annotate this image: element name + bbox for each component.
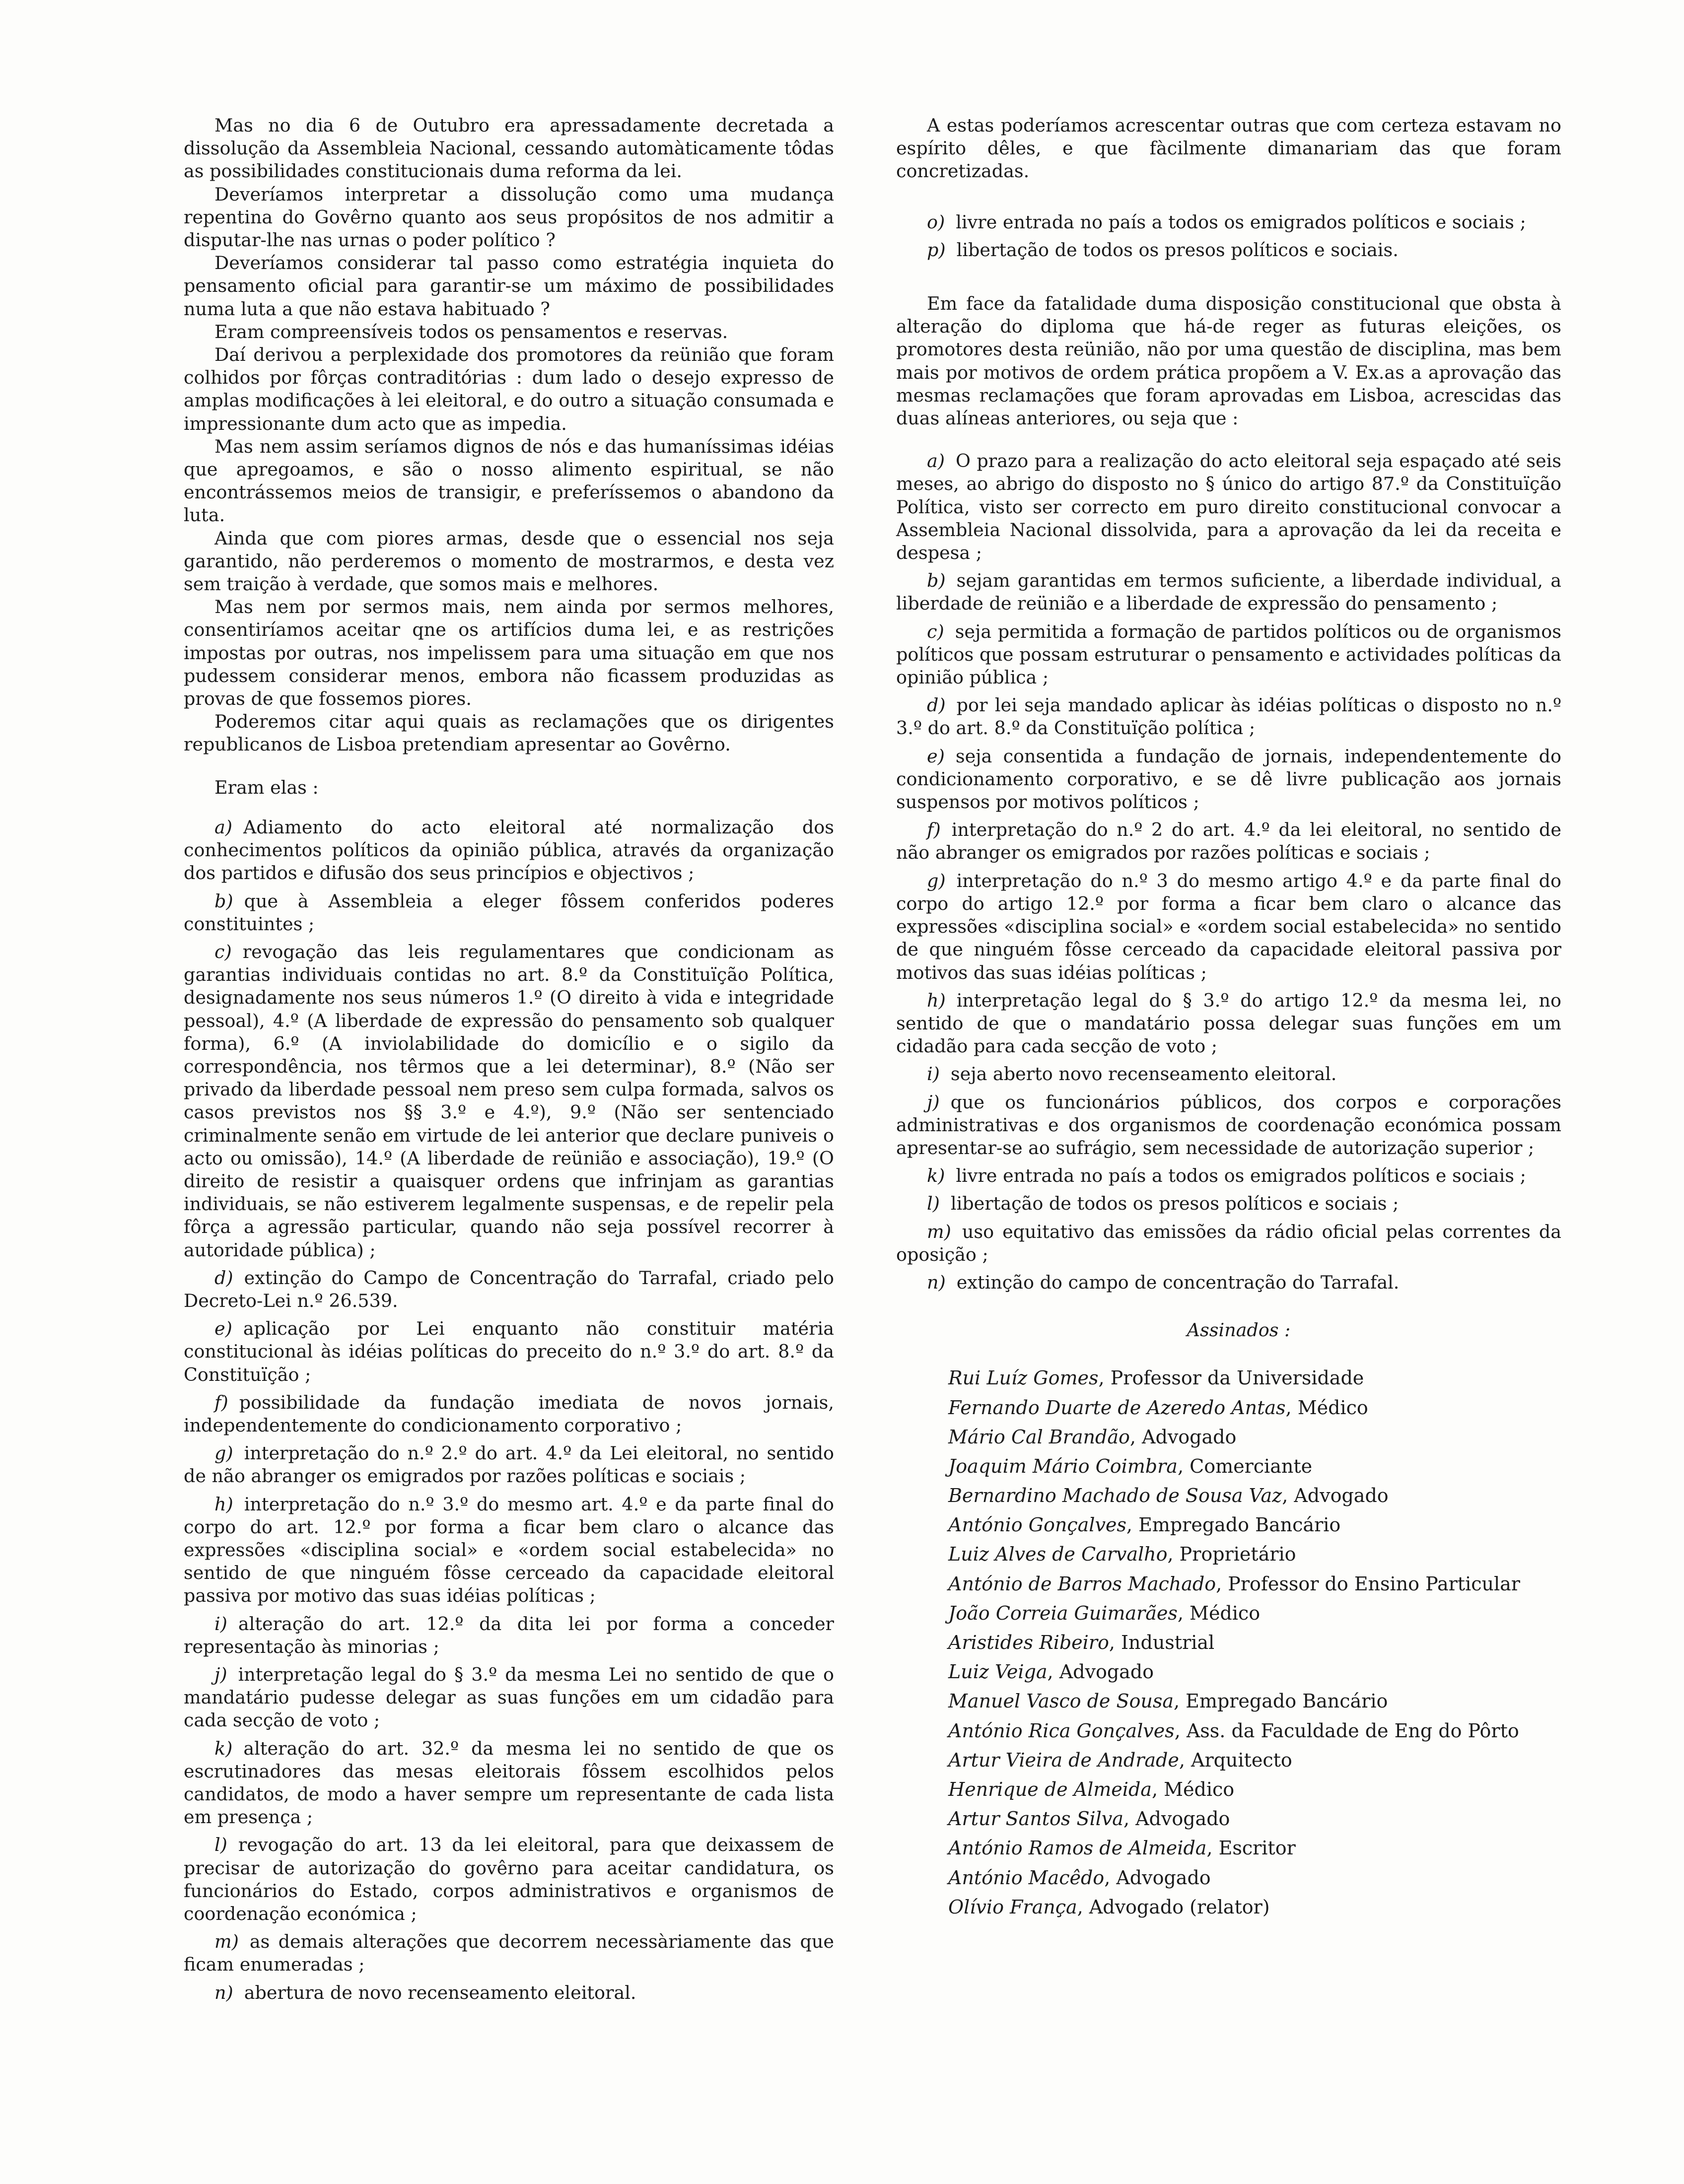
signatory-role: , Advogado — [1282, 1485, 1389, 1507]
item-label: h) — [214, 1493, 233, 1515]
signature-list — [896, 1364, 1561, 1922]
intro-paragraph: Eram compreensíveis todos os pensamentos e reservas. — [214, 321, 728, 342]
item-label: n) — [927, 1271, 946, 1293]
signatory-name: Fernando Duarte de Azeredo Antas — [948, 1396, 1286, 1419]
item-text: extinção do Campo de Concentração do Tarrafal, criado pelo Decreto-Lei n.º 26.539. — [184, 1267, 834, 1311]
signatures-heading: Assinados : — [1187, 1319, 1291, 1341]
signature-entry — [948, 1393, 1561, 1423]
list-item — [184, 816, 834, 885]
intro-paragraph: Deveríamos considerar tal passo como estratégia inquieta do pensamento oficial para garantir-se um máximo de possibilidades numa luta a que não estava habituado ? — [184, 252, 834, 320]
signatory-name: Henrique de Almeida — [948, 1778, 1152, 1800]
item-text: revogação do art. 13 da lei eleitoral, para que deixassem de precisar de autorização do govêrno para aceitar candidatura, os funcionários do Estado, corpos administrativos e organismos de coordenação económica ; — [184, 1834, 834, 1925]
list-item — [896, 989, 1561, 1058]
item-text: revogação das leis regulamentares que condicionam as garantias individuais contidas no art. 8.º da Constituïção Política, designadamente nos seus números 1.º (O direito à vida e integridade pessoal), 4.º (A liberdade de expressão do pensamento sob qualquer forma), 6.º (A inviolabilidade do domicílio e o sigilo da correspondência, nos têrmos que a lei determinar), 8.º (Não ser privado da liberdade pessoal nem preso sem culpa formada, salvos os casos previstos nos §§ 3.º e 4.º), 9.º (Não ser sentenciado criminalmente senão em virtude de lei anterior que declare puniveis o acto ou omissão), 14.º (A liberdade de reünião e associação), 19.º (O direito de resistir a quaisquer ordens que infrinjam as garantias individuais, se não estiverem legalmente suspensas, e de repelir pela fôrça a agressão particular, quando não seja possível recorrer à autoridade pública) ; — [184, 941, 834, 1261]
list-item — [896, 1164, 1561, 1187]
list-item — [896, 239, 1561, 262]
item-text: extinção do campo de concentração do Tarrafal. — [956, 1271, 1400, 1293]
list-item — [896, 694, 1561, 740]
list-item — [896, 620, 1561, 689]
item-text: O prazo para a realização do acto eleitoral seja espaçado até seis meses, ao abrigo do disposto no § único do artigo 87.º da Constituïção Política, visto ser correcto em puro direito constitucional convocar a Assembleia Nacional dissolvida, para a aprovação da lei da receita e despesa ; — [896, 450, 1561, 564]
signatory-role: , Proprietário — [1167, 1543, 1296, 1566]
item-text: que à Assembleia a eleger fôssem conferidos poderes constituintes ; — [184, 890, 834, 935]
intro-paragraph: Mas no dia 6 de Outubro era apressadamente decretada a dissolução da Assembleia Nacional, cessando automàticamente tôdas as possibilidades constitucionais duma reforma da lei. — [184, 115, 834, 182]
item-label: d) — [927, 694, 946, 716]
item-text: que os funcionários públicos, dos corpos e corporações administrativas e dos organismos de coordenação económica possam apresentar-se ao sufrágio, sem necessidade de autorização superior ; — [896, 1091, 1561, 1159]
signature-entry — [948, 1628, 1561, 1657]
signatory-name: João Correia Guimarães — [948, 1602, 1178, 1624]
list-item — [896, 1192, 1561, 1215]
item-label: m) — [927, 1221, 951, 1242]
item-label: a) — [927, 450, 945, 472]
list-item — [184, 1834, 834, 1925]
signatory-role: , Comerciante — [1177, 1455, 1313, 1477]
signatory-name: António Gonçalves — [948, 1514, 1126, 1536]
item-label: b) — [927, 570, 946, 592]
signature-entry — [948, 1893, 1561, 1922]
intro-paragraph: Deveríamos interpretar a dissolução como uma mudança repentina do Govêrno quanto aos seus propósitos de nos admitir a disputar-lhe nas urnas o poder político ? — [184, 183, 834, 251]
signatory-role: , Industrial — [1109, 1632, 1215, 1654]
signatory-role: , Advogado — [1123, 1808, 1230, 1830]
list-item — [184, 1317, 834, 1386]
signatory-role: , Arquitecto — [1179, 1749, 1292, 1771]
signatory-role: , Empregado Bancário — [1126, 1514, 1341, 1536]
signatory-role: , Advogado — [1104, 1866, 1211, 1889]
signature-entry — [948, 1716, 1561, 1746]
signature-entry — [948, 1423, 1561, 1452]
item-label: f) — [927, 819, 941, 841]
signature-entry — [948, 1834, 1561, 1863]
list-item — [896, 1063, 1561, 1086]
item-label: i) — [927, 1063, 940, 1085]
item-text: interpretação do n.º 3 do mesmo artigo 4.º e da parte final do corpo do artigo 12.º por forma a ficar bem claro o alcance das expressões «disciplina social» e «ordem social estabelecida» no sentido de que ninguém fôsse cerceado da capacidade eleitoral passiva por motivos das suas idéias políticas ; — [896, 870, 1561, 983]
item-label: l) — [214, 1834, 227, 1856]
item-text: por lei seja mandado aplicar às idéias políticas o disposto no n.º 3.º do art. 8.º da Constituïção política ; — [896, 694, 1561, 739]
intro-paragraph: Ainda que com piores armas, desde que o essencial nos seja garantido, não perderemos o momento de mostrarmos, e desta vez sem traição à verdade, que somos mais e melhores. — [184, 527, 834, 595]
signatory-name: Luiz Alves de Carvalho — [948, 1543, 1168, 1566]
signature-entry — [948, 1657, 1561, 1687]
item-text: libertação de todos os presos políticos e sociais. — [956, 239, 1399, 261]
item-label: n) — [214, 1981, 233, 2003]
list-item — [184, 941, 834, 1262]
signatory-name: Olívio França — [948, 1896, 1077, 1918]
signatory-name: Joaquim Mário Coimbra — [948, 1455, 1178, 1477]
right-column — [896, 114, 1561, 1922]
list-intro: Eram elas : — [214, 776, 319, 798]
item-label: c) — [927, 620, 944, 642]
signatory-name: Bernardino Machado de Sousa Vaz — [948, 1485, 1282, 1507]
signature-entry — [948, 1570, 1561, 1599]
signatory-name: António de Barros Machado — [948, 1572, 1216, 1595]
list-item — [184, 1737, 834, 1829]
item-label: m) — [214, 1931, 239, 1953]
right-intro-paragraph: A estas poderíamos acrescentar outras que com certeza estavam no espírito dêles, e que fàcilmente dimanariam das que foram concretizadas. — [896, 115, 1561, 182]
list-item — [896, 450, 1561, 564]
item-text: interpretação legal do § 3.º do artigo 12.º da mesma lei, no sentido de que o mandatário possa delegar suas funções em um cidadão para cada secção de voto ; — [896, 989, 1561, 1057]
item-text: libertação de todos os presos políticos e sociais ; — [950, 1193, 1399, 1215]
signature-entry — [948, 1804, 1561, 1834]
list-item — [896, 745, 1561, 814]
item-text: seja permitida a formação de partidos políticos ou de organismos políticos que possam estruturar o pensamento e actividades políticas da opinião pública ; — [896, 620, 1561, 688]
signatory-role: , Médico — [1151, 1778, 1235, 1800]
list-item — [184, 1391, 834, 1437]
list-item — [896, 870, 1561, 984]
signatory-name: Artur Vieira de Andrade — [948, 1749, 1179, 1771]
item-text: livre entrada no país a todos os emigrados políticos e sociais ; — [956, 211, 1526, 233]
signature-entry — [948, 1452, 1561, 1481]
item-text: interpretação do n.º 2 do art. 4.º da lei eleitoral, no sentido de não abranger os emigrados por razões políticas e sociais ; — [896, 819, 1561, 864]
list-item — [896, 819, 1561, 864]
signature-entry — [948, 1481, 1561, 1510]
list-item — [896, 1271, 1561, 1294]
signatory-name: Mário Cal Brandão — [948, 1426, 1130, 1448]
signatory-role: , Professor do Ensino Particular — [1216, 1572, 1520, 1595]
signature-entry — [948, 1775, 1561, 1804]
signature-entry — [948, 1510, 1561, 1540]
item-text: uso equitativo das emissões da rádio oficial pelas correntes da oposição ; — [896, 1221, 1561, 1265]
left-column — [184, 114, 834, 2004]
item-label: h) — [927, 989, 946, 1011]
signatory-name: António Macêdo — [948, 1866, 1105, 1889]
item-label: j) — [927, 1091, 940, 1113]
item-label: k) — [214, 1737, 233, 1759]
signatory-name: Rui Luíz Gomes — [948, 1367, 1099, 1389]
item-label: b) — [214, 890, 233, 912]
list-item — [184, 1663, 834, 1732]
item-label: e) — [927, 745, 945, 767]
intro-paragraph: Mas nem assim seríamos dignos de nós e das humaníssimas idéias que apregoamos, e são o nosso alimento espiritual, se não encontrássemos meios de transigir, e preferíssemos o abandono da luta. — [184, 435, 834, 526]
item-text: alteração do art. 12.º da dita lei por forma a conceder representação às minorias ; — [184, 1613, 834, 1657]
signatory-role: , Empregado Bancário — [1174, 1690, 1388, 1712]
signatory-name: Manuel Vasco de Sousa — [948, 1690, 1174, 1712]
list-item — [896, 1091, 1561, 1160]
list-item — [896, 211, 1561, 234]
proposal-paragraph: Em face da fatalidade duma disposição constitucional que obsta à alteração do diploma que há-de reger as futuras eleições, os promotores desta reünião, não por uma questão de disciplina, mas bem mais por motivos de ordem prática propõem a V. Ex.as a aprovação das mesmas reclamações que foram aprovadas em Lisboa, acrescidas das duas alíneas anteriores, ou seja que : — [896, 293, 1561, 429]
item-label: f) — [214, 1391, 228, 1413]
list-item — [184, 1930, 834, 1976]
item-label: j) — [214, 1664, 227, 1685]
signatory-name: Aristides Ribeiro — [948, 1632, 1109, 1654]
item-label: l) — [927, 1193, 940, 1215]
signatory-role: , Professor da Universidade — [1098, 1367, 1364, 1389]
list-item — [184, 1267, 834, 1312]
item-text: interpretação do n.º 3.º do mesmo art. 4.º e da parte final do corpo do art. 12.º por forma a ficar bem claro o alcance das expressões «disciplina social» e «ordem social estabelecida» no sentido de que ninguém fôsse cerceado da capacidade eleitoral passiva por motivo das suas idéias políticas ; — [184, 1493, 834, 1607]
item-text: seja aberto novo recenseamento eleitoral. — [950, 1063, 1337, 1085]
item-label: c) — [214, 941, 232, 962]
item-text: interpretação do n.º 2.º do art. 4.º da Lei eleitoral, no sentido de não abranger os emigrados por razões políticas e sociais ; — [184, 1442, 834, 1487]
intro-paragraph: Mas nem por sermos mais, nem ainda por sermos melhores, consentiríamos aceitar qne os artifícios duma lei, e as restrições impostas por outras, nos impelissem para uma situação em que nos pudessem considerar menos, embora não ficassem produzidas as provas de que fossemos piores. — [184, 596, 834, 710]
item-label: e) — [214, 1318, 232, 1340]
item-text: interpretação legal do § 3.º da mesma Lei no sentido de que o mandatário pudesse delegar as suas funções em um cidadão para cada secção de voto ; — [184, 1664, 834, 1731]
item-text: abertura de novo recenseamento eleitoral. — [244, 1981, 636, 2003]
item-text: sejam garantidas em termos suficiente, a liberdade individual, a liberdade de reünião e a liberdade de expressão do pensamento ; — [896, 570, 1561, 614]
signature-entry — [948, 1364, 1561, 1393]
signatory-role: , Advogado — [1047, 1661, 1154, 1683]
signatory-role: , Médico — [1285, 1396, 1368, 1419]
item-label: p) — [927, 239, 946, 261]
item-label: g) — [214, 1442, 233, 1464]
item-label: i) — [214, 1613, 227, 1635]
item-label: a) — [214, 816, 233, 838]
signatory-role: , Advogado (relator) — [1077, 1896, 1270, 1918]
item-text: alteração do art. 32.º da mesma lei no sentido de que os escrutinadores das mesas eleitorais fôssem escolhidos pelos candidatos, de modo a haver sempre um representante de cada lista em presença ; — [184, 1737, 834, 1828]
signatory-name: António Rica Gonçalves — [948, 1719, 1175, 1742]
list-item — [184, 1981, 834, 2004]
signatory-name: Luiz Veiga — [948, 1661, 1048, 1683]
signatory-name: António Ramos de Almeida — [948, 1837, 1207, 1859]
signature-entry — [948, 1746, 1561, 1775]
list-item — [184, 1613, 834, 1658]
item-text: possibilidade da fundação imediata de novos jornais, independentemente do condicionamento corporativo ; — [184, 1391, 834, 1436]
list-item — [896, 1221, 1561, 1266]
list-item — [184, 890, 834, 936]
signature-entry — [948, 1599, 1561, 1628]
item-text: Adiamento do acto eleitoral até normalização dos conhecimentos políticos da opinião pública, através da organização dos partidos e difusão dos seus princípios e objectivos ; — [184, 816, 834, 884]
item-label: k) — [927, 1165, 945, 1187]
intro-paragraph: Poderemos citar aqui quais as reclamações que os dirigentes republicanos de Lisboa pretendiam apresentar ao Govêrno. — [184, 711, 834, 755]
item-label: d) — [214, 1267, 233, 1289]
signature-entry — [948, 1863, 1561, 1893]
signatory-role: , Médico — [1177, 1602, 1261, 1624]
item-label: o) — [927, 211, 945, 233]
list-item — [896, 569, 1561, 615]
list-item — [184, 1442, 834, 1488]
signature-entry — [948, 1687, 1561, 1716]
signatory-role: , Advogado — [1129, 1426, 1237, 1448]
signatory-role: , Ass. da Faculdade de Eng do Pôrto — [1174, 1719, 1519, 1742]
signature-entry — [948, 1540, 1561, 1569]
list-item — [184, 1493, 834, 1608]
item-text: as demais alterações que decorrem necessàriamente das que ficam enumeradas ; — [184, 1931, 834, 1976]
intro-paragraph: Daí derivou a perplexidade dos promotores da reünião que foram colhidos por fôrças contraditórias : dum lado o desejo expresso de amplas modificações à lei eleitoral, e do outro a situação consumada e impressionante dum acto que as impedia. — [184, 344, 834, 434]
signatory-role: , Escritor — [1206, 1837, 1296, 1859]
item-text: aplicação por Lei enquanto não constituir matéria constitucional às idéias políticas do preceito do n.º 3.º do art. 8.º da Constituïção ; — [184, 1318, 834, 1385]
item-text: seja consentida a fundação de jornais, independentemente do condicionamento corporativo, e se dê livre publicação aos jornais suspensos por motivos políticos ; — [896, 745, 1561, 813]
item-label: g) — [927, 870, 946, 891]
signatory-name: Artur Santos Silva — [948, 1808, 1123, 1830]
item-text: livre entrada no país a todos os emigrados políticos e sociais ; — [956, 1165, 1526, 1187]
